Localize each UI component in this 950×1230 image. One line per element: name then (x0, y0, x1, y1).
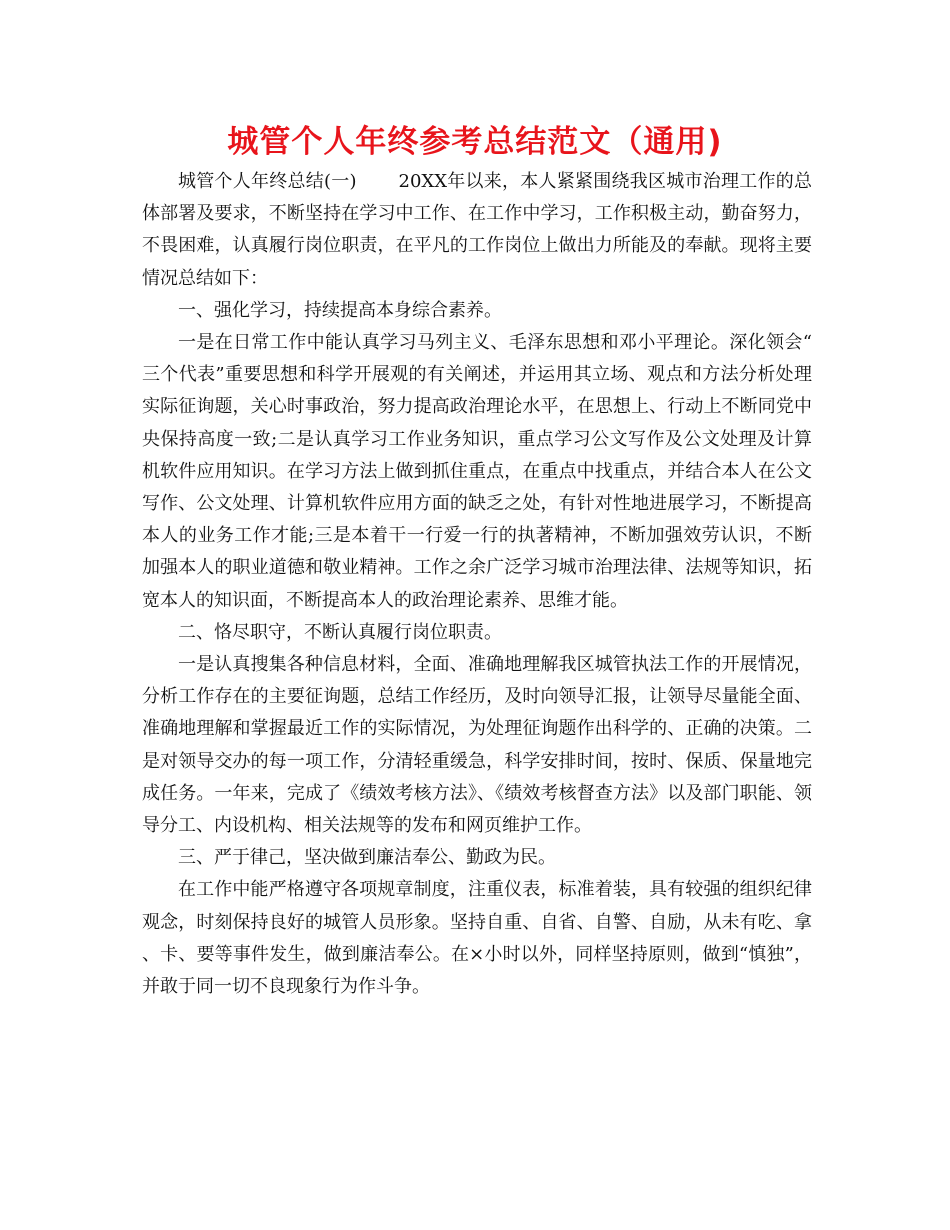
intro-paragraph (142, 166, 812, 295)
section3-paragraph: 在工作中能严格遵守各项规章制度，注重仪表，标准着装，具有较强的组织纪律观念，时刻保持良好的城管人员形象。坚持自重、自省、自警、自励，从未有吃、拿、卡、要等事件发生，做到廉洁奉公。在×小时以外，同样坚持原则，做到“慎独”，并敢于同一切不良现象行为作斗争。 (142, 879, 812, 998)
section2-heading: 二、恪尽职守，不断认真履行岗位职责。 (178, 621, 502, 643)
section1-paragraph: 一是在日常工作中能认真学习马列主义、毛泽东思想和邓小平理论。深化领会“三个代表”重要思想和科学开展观的有关阐述，并运用其立场、观点和方法分析处理实际征询题，关心时事政治，努力提高政治理论水平，在思想上、行动上不断同党中央保持高度一致;二是认真学习工作业务知识，重点学习公文写作及公文处理及计算机软件应用知识。在学习方法上做到抓住重点，在重点中找重点，并结合本人在公文写作、公文处理、计算机软件应用方面的缺乏之处，有针对性地进展学习，不断提高本人的业务工作才能;三是本着干一行爱一行的执著精神，不断加强效劳认识，不断加强本人的职业道德和敬业精神。工作之余广泛学习城市治理法律、法规等知识，拓宽本人的知识面，不断提高本人的政治理论素养、思维才能。 (142, 332, 812, 611)
intro-label: 城管个人年终总结(一) (178, 171, 357, 192)
intro-text: 20XX年以来，本人紧紧围绕我区城市治理工作的总体部署及要求，不断坚持在学习中工作、在工作中学习，工作积极主动，勤奋努力，不畏困难，认真履行岗位职责，在平凡的工作岗位上做出力所能及的奉献。现将主要情况总结如下： (142, 171, 813, 289)
section1-heading: 一、强化学习，持续提高本身综合素养。 (178, 299, 502, 321)
document-body (142, 166, 812, 1003)
document-title: 城管个人年终参考总结范文（通用) (227, 124, 723, 160)
section2-paragraph: 一是认真搜集各种信息材料，全面、准确地理解我区城管执法工作的开展情况，分析工作存在的主要征询题，总结工作经历，及时向领导汇报，让领导尽量能全面、准确地理解和掌握最近工作的实际情况，为处理征询题作出科学的、正确的决策。二是对领导交办的每一项工作，分清轻重缓急，科学安排时间，按时、保质、保量地完成任务。一年来，完成了《绩效考核方法》、《绩效考核督查方法》以及部门职能、领导分工、内设机构、相关法规等的发布和网页维护工作。 (142, 654, 812, 837)
section3-heading: 三、严于律己，坚决做到廉洁奉公、勤政为民。 (178, 847, 556, 869)
